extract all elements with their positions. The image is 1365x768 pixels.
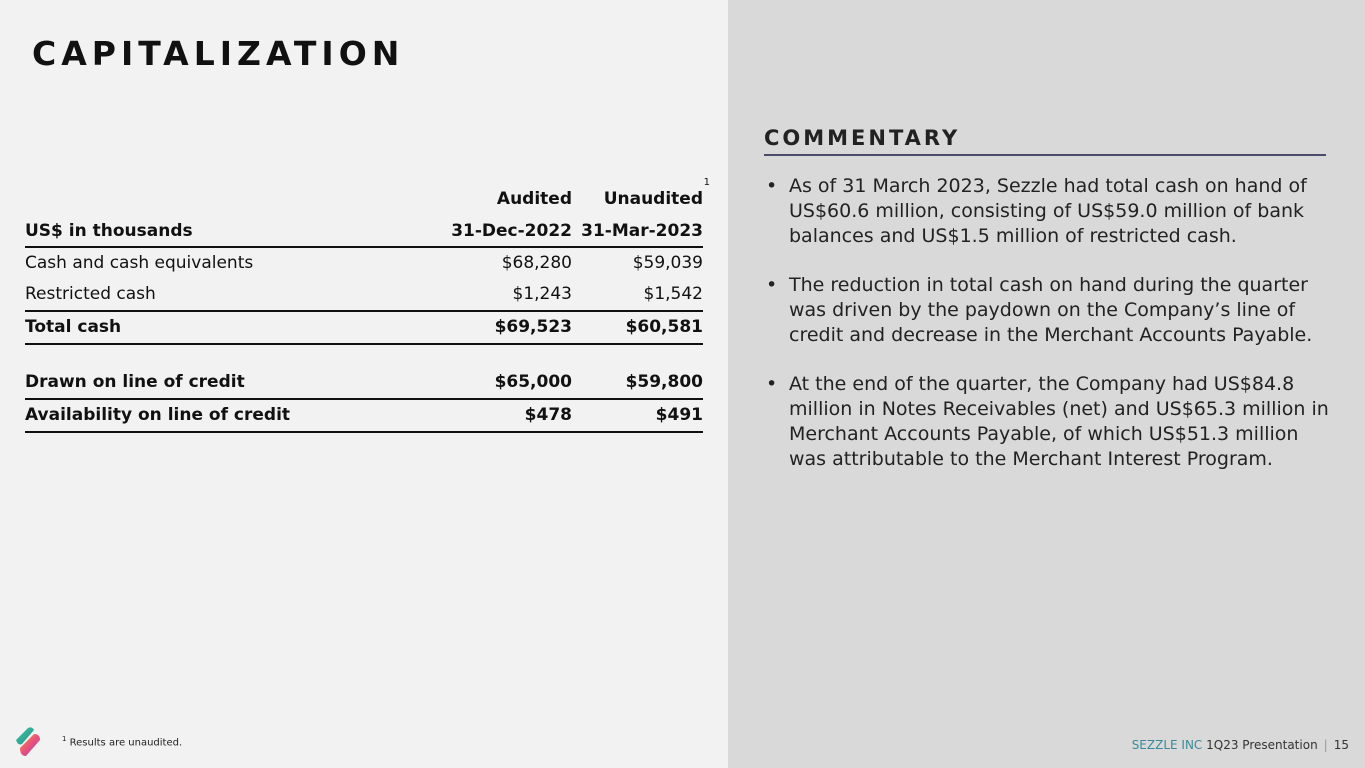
table-row-drawn-credit — [25, 367, 703, 400]
page-number: 15 — [1333, 738, 1349, 752]
footer-separator: | — [1323, 738, 1328, 752]
bullet-text: As of 31 March 2023, Sezzle had total cash on hand of US$60.6 million, consisting of US$59.0 million of bank balances and US$1.5 million of restricted cash. — [789, 175, 1307, 247]
footnote-text: Results are unaudited. — [69, 737, 183, 749]
footer-presentation: 1Q23 Presentation — [1206, 738, 1318, 752]
table-row-availability-credit — [25, 400, 703, 433]
row-label: Restricted cash — [25, 284, 156, 304]
table-row-restricted-cash — [25, 279, 703, 312]
row-label: Availability on line of credit — [25, 405, 291, 425]
list-item — [764, 174, 1334, 249]
unaudited-footnote-marker: 1 — [703, 177, 710, 188]
column-date-mar-2023: 31-Mar-2023 — [581, 221, 703, 241]
row-value-mar-2023: $491 — [655, 405, 703, 425]
list-item — [764, 273, 1334, 348]
capitalization-table — [25, 177, 710, 433]
row-label: Drawn on line of credit — [25, 372, 245, 392]
row-value-dec-2022: $68,280 — [501, 253, 572, 273]
column-date-dec-2022: 31-Dec-2022 — [451, 221, 572, 241]
bullet-icon: • — [766, 274, 778, 296]
table-spacer — [25, 345, 703, 367]
column-status-unaudited — [603, 177, 710, 215]
list-item — [764, 372, 1334, 472]
commentary-divider — [764, 154, 1326, 156]
units-label: US$ in thousands — [25, 221, 193, 241]
footnote-marker: 1 — [62, 735, 67, 743]
row-value-mar-2023: $1,542 — [643, 284, 703, 304]
sezzle-logo-icon — [12, 726, 44, 758]
table-row-cash-equivalents — [25, 248, 703, 279]
page-title: CAPITALIZATION — [32, 34, 405, 73]
bullet-icon: • — [766, 175, 778, 197]
row-label: Cash and cash equivalents — [25, 253, 254, 273]
footer-page-info — [1132, 738, 1349, 752]
unaudited-label: Unaudited — [603, 189, 703, 209]
commentary-bullet-list — [764, 174, 1334, 496]
row-value-dec-2022: $65,000 — [494, 372, 572, 392]
table-header-row-status — [25, 177, 710, 216]
footer-brand: SEZZLE INC — [1131, 738, 1203, 752]
bullet-text: The reduction in total cash on hand during the quarter was driven by the paydown on the Company’s line of credit and decrease in the Merchant Accounts Payable. — [789, 274, 1313, 346]
commentary-title: COMMENTARY — [764, 126, 961, 150]
row-value-dec-2022: $1,243 — [512, 284, 572, 304]
footnote — [62, 735, 182, 748]
table-row-total-cash — [25, 312, 703, 345]
bullet-icon: • — [766, 373, 778, 395]
column-status-audited: Audited — [496, 189, 572, 209]
row-value-mar-2023: $60,581 — [625, 317, 703, 337]
row-label: Total cash — [25, 317, 122, 337]
row-value-dec-2022: $69,523 — [494, 317, 572, 337]
row-value-mar-2023: $59,039 — [632, 253, 703, 273]
row-value-dec-2022: $478 — [524, 405, 572, 425]
row-value-mar-2023: $59,800 — [625, 372, 703, 392]
bullet-text: At the end of the quarter, the Company had US$84.8 million in Notes Receivables (net) and US$65.3 million in Merchant Accounts Payable, of which US$51.3 million was attributable to the Merchant Interest Program. — [789, 373, 1329, 470]
table-header-row-dates — [25, 216, 703, 248]
